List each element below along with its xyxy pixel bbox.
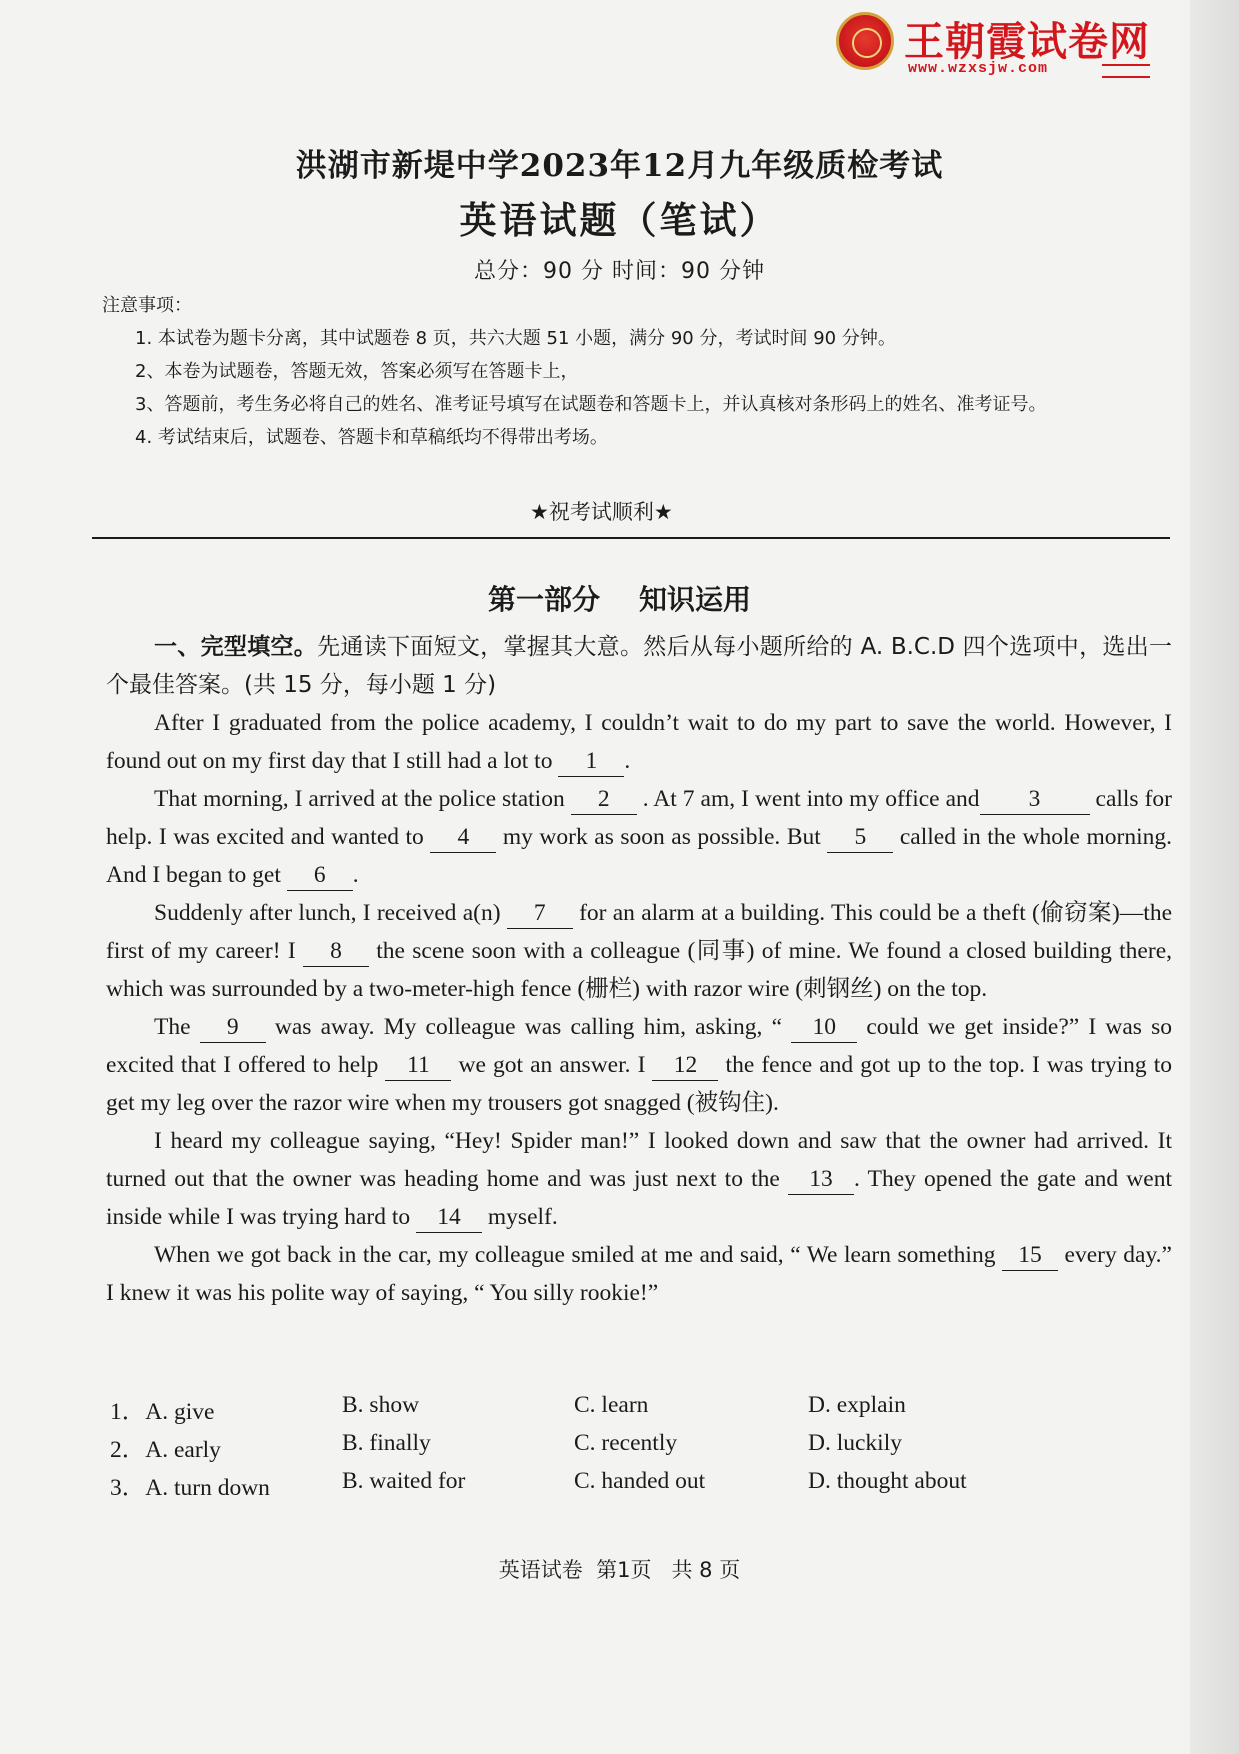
part-title: 第一部分 知识运用 xyxy=(488,583,751,616)
brand-name: 王朝霞试卷网 xyxy=(904,19,1150,65)
option-d: D. thought about xyxy=(808,1468,967,1494)
blank: 15 xyxy=(1002,1240,1058,1271)
blank: 3 xyxy=(980,784,1090,815)
option-row xyxy=(110,1430,1110,1468)
text: . xyxy=(624,748,631,774)
paragraph xyxy=(106,704,1172,780)
blank: 9 xyxy=(200,1012,266,1043)
question-3-option-a xyxy=(110,1468,270,1502)
note-item: 1. 本试卷为题卡分离，其中试题卷 8 页，共六大题 51 小题，满分 90 分，考试时间 90 分钟。 xyxy=(135,328,896,349)
text: every day.” I knew it was his polite way of saying, “ You silly rookie!” xyxy=(106,1242,1172,1306)
note-item: 3、答题前，考生务必将自己的姓名、准考证号填写在试题卷和答题卡上，并认真核对条形码上的姓名、准考证号。 xyxy=(135,394,1047,415)
option-b: B. finally xyxy=(342,1430,431,1456)
exam-notes xyxy=(102,289,1182,454)
option-row xyxy=(110,1468,1110,1506)
blank: 8 xyxy=(303,936,369,967)
blank: 5 xyxy=(827,822,893,853)
decorative-lines xyxy=(1102,64,1150,78)
paragraph xyxy=(106,1122,1172,1236)
note-item: 2、本卷为试题卷，答题无效，答案必须写在答题卡上， xyxy=(135,361,579,382)
text: my work as soon as possible. But xyxy=(496,824,828,850)
section-instruction xyxy=(106,628,1172,704)
option-a: A. early xyxy=(145,1437,221,1463)
option-c: C. handed out xyxy=(574,1468,706,1494)
text: calls for help. I was excited and wanted to xyxy=(106,786,1172,850)
question-2-option-a xyxy=(110,1430,221,1464)
section-label: 一、完型填空。 xyxy=(154,634,318,660)
question-number: 1． xyxy=(110,1399,146,1425)
text: . At 7 am, I went into my office and xyxy=(636,786,980,812)
notes-heading: 注意事项： xyxy=(102,295,192,316)
question-1-option-a xyxy=(110,1392,214,1426)
text: . They opened the gate and went inside while I was trying hard to xyxy=(106,1166,1172,1230)
option-a: A. give xyxy=(145,1399,215,1425)
paragraph xyxy=(106,780,1172,894)
score-time: 总分：90 分 时间：90 分钟 xyxy=(474,259,765,284)
text: myself. xyxy=(482,1204,558,1230)
blank: 14 xyxy=(416,1202,482,1233)
option-c: C. learn xyxy=(574,1392,649,1418)
seal-icon xyxy=(836,12,894,70)
blank: 2 xyxy=(571,784,637,815)
brand-url: www.wzxsjw.com xyxy=(908,60,1049,77)
question-number: 2． xyxy=(110,1437,146,1463)
text: . xyxy=(352,862,359,888)
text: When we got back in the car, my colleague smiled at me and said, “ We learn something xyxy=(154,1242,1002,1268)
note-item: 4. 考试结束后，试题卷、答题卡和草稿纸均不得带出考场。 xyxy=(135,427,608,448)
brand-logo xyxy=(836,10,1166,76)
text: called in the whole morning. And I began to get xyxy=(106,824,1172,888)
text: The xyxy=(154,1014,200,1040)
option-b: B. waited for xyxy=(342,1468,466,1494)
blank: 6 xyxy=(287,860,353,891)
cloze-section xyxy=(106,628,1172,1312)
answer-options xyxy=(110,1392,1110,1506)
blank: 11 xyxy=(385,1050,451,1081)
text: the fence and got up to the top. I was trying to get my leg over the razor wire when my trousers got snagged (被钩住). xyxy=(106,1052,1172,1116)
blank: 7 xyxy=(507,898,573,929)
text: I heard my colleague saying, “Hey! Spider man!” I looked down and saw that the owner had arrived. It turned out that the owner was heading home and was just next to the xyxy=(106,1128,1172,1192)
text: That morning, I arrived at the police station xyxy=(154,786,571,812)
text: Suddenly after lunch, I received a(n) xyxy=(154,900,507,926)
paragraph xyxy=(106,1236,1172,1312)
school-title: 洪湖市新堤中学2023年12月九年级质检考试 xyxy=(295,148,944,184)
subject-title: 英语试题（笔试） xyxy=(459,199,780,242)
text: for an alarm at a building. This could be a theft (偷窃案)—the first of my career! I xyxy=(106,900,1172,964)
option-row xyxy=(110,1392,1110,1430)
page-footer: 英语试卷 第1页 共 8 页 xyxy=(498,1558,741,1582)
option-d: D. luckily xyxy=(808,1430,902,1456)
paragraph xyxy=(106,894,1172,1008)
instruction-text: 先通读下面短文，掌握其大意。然后从每小题所给的 A. B.C.D 四个选项中，选出一个最佳答案。(共 15 分，每小题 1 分) xyxy=(106,634,1172,698)
option-b: B. show xyxy=(342,1392,420,1418)
blank: 10 xyxy=(791,1012,857,1043)
blank: 4 xyxy=(430,822,496,853)
paragraph xyxy=(106,1008,1172,1122)
text: After I graduated from the police academy, I couldn’t wait to do my part to save the world. However, I found out on my first day that I still had a lot to xyxy=(106,710,1172,774)
blank: 1 xyxy=(558,746,624,777)
blank: 13 xyxy=(788,1164,854,1195)
good-luck-wish: ★祝考试顺利★ xyxy=(530,500,673,524)
text: was away. My colleague was calling him, asking, “ xyxy=(265,1014,792,1040)
option-a: A. turn down xyxy=(145,1475,270,1501)
text: could we get inside?” I was so excited that I offered to help xyxy=(106,1014,1172,1078)
text: we got an answer. I xyxy=(451,1052,653,1078)
divider xyxy=(92,537,1170,539)
question-number: 3． xyxy=(110,1475,146,1501)
option-c: C. recently xyxy=(574,1430,678,1456)
text: the scene soon with a colleague (同事) of mine. We found a closed building there, which was surrounded by a two-meter-high fence (栅栏) with razor wire (刺钢丝) on the top. xyxy=(106,938,1172,1002)
blank: 12 xyxy=(652,1050,718,1081)
option-d: D. explain xyxy=(808,1392,906,1418)
